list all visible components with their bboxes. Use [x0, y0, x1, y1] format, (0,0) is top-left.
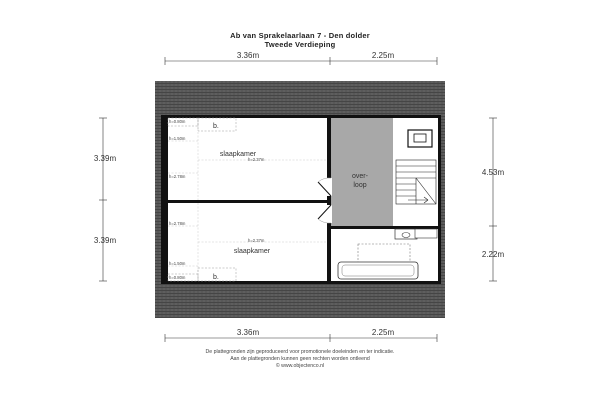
dim-top-left: 3.36m — [236, 51, 260, 60]
dim-right-upper: 4.53m — [481, 168, 505, 177]
room-closet-top: b. — [213, 123, 219, 130]
height-bot-150: h=1.50m — [169, 261, 186, 266]
room-landing-line1: over- — [352, 173, 368, 180]
room-bedroom-top: slaapkamer — [219, 151, 257, 158]
dim-bottom-right: 2.25m — [371, 328, 395, 337]
wall-right — [438, 115, 441, 284]
room-bedroom-bottom: slaapkamer — [233, 248, 271, 255]
roof-bottom — [155, 283, 445, 318]
roof-top — [155, 81, 445, 117]
dim-bottom-left: 3.36m — [236, 328, 260, 337]
dim-top-right: 2.25m — [371, 51, 395, 60]
wall-bottom — [161, 281, 440, 284]
dim-left-upper: 3.39m — [93, 154, 117, 163]
wall-bedrooms-divider — [168, 200, 328, 203]
bathtub-icon — [338, 262, 418, 279]
disclaimer-line-1: De plattegronden zijn geproduceerd voor promotionele doeleinden en ter indicatie. — [205, 349, 395, 355]
plan-subtitle: Tweede Verdieping — [264, 40, 336, 49]
dim-left-lower: 3.39m — [93, 236, 117, 245]
height-bot-278: h=2.78m — [169, 221, 186, 226]
disclaimer-copyright: © www.objectenco.nl — [275, 363, 325, 369]
disclaimer-line-2: Aan de plattegronden kunnen geen rechten worden ontleend — [230, 356, 370, 362]
room-landing-line2: loop — [353, 182, 367, 189]
dim-right-lower: 2.22m — [481, 250, 505, 259]
wall-landing-bathroom — [331, 226, 439, 229]
height-top-150: h=1.50m — [169, 136, 186, 141]
wall-top — [161, 115, 440, 118]
boiler-icon — [408, 130, 432, 147]
height-top-278: h=2.78m — [169, 174, 186, 179]
height-top-080: h=0.80m — [169, 119, 186, 124]
room-closet-bottom: b. — [213, 274, 219, 281]
wall-left — [161, 117, 168, 283]
height-bot-080: h=0.80m — [169, 275, 186, 280]
plan-title: Ab van Sprakelaarlaan 7 - Den dolder — [230, 31, 370, 40]
roof-left — [155, 81, 161, 318]
vanity-icon — [415, 229, 437, 238]
height-top-237: h=2.37m — [248, 157, 265, 162]
height-bot-237: h=2.37m — [248, 238, 265, 243]
